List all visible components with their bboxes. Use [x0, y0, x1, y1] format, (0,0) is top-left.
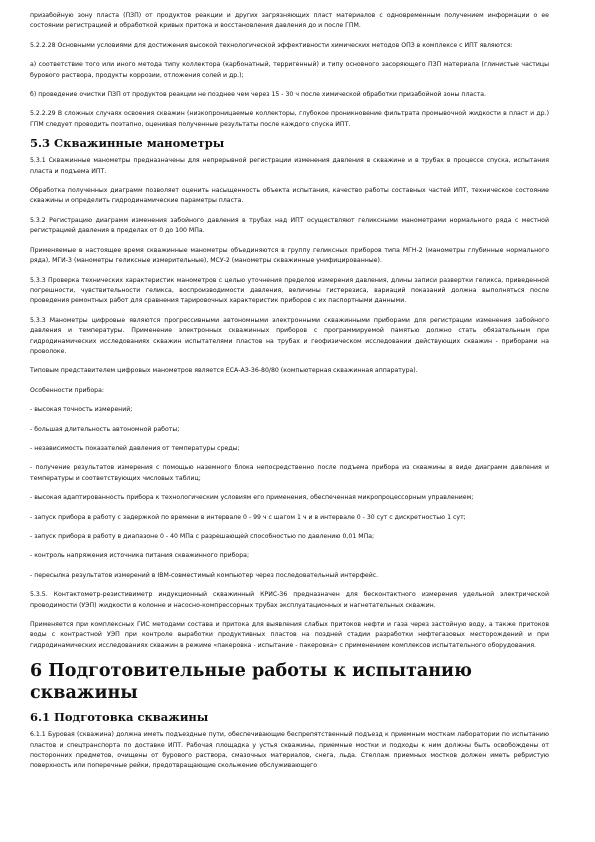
section-heading-5-3: 5.3 Скважинные манометры	[30, 136, 225, 151]
paragraph-5-3-2: 5.3.2 Регистрацию диаграмм изменения забойного давления в трубах над ИПТ осуществляют геликсными манометрами нормального ряда с местной регистрацией давления в пределах от 0 до 100 МПа.	[30, 216, 549, 235]
feature-item-pressure-range: - запуск прибора в работу в диапазоне 0 - 40 МПа с разрешающей способностью по давлению 0,01 МПа;	[30, 533, 375, 540]
feature-item-autonomy: - большая длительность автономной работы;	[30, 425, 180, 433]
list-item-b: б) проведение очистки ПЗП от продуктов реакции не позднее чем через 15 - 30 ч после химической обработки призабойной зоны пласта.	[30, 91, 486, 99]
feature-item-results: - получение результатов измерения с помощью наземного блока непосредственно после подъема прибора из скважины в виде диаграмм давления и температуры и соответствующих числовых таблиц;	[30, 464, 549, 482]
paragraph-5-2-2-28: 5.2.2.28 Основными условиями для достижения высокой технологической эффективности химических методов ОПЗ в комплексе с ИПТ являются:	[30, 41, 513, 49]
paragraph-6-1-1: 6.1.1 Буровая (скважина) должна иметь подъездные пути, обеспечивающие беспрепятственный подъезд к приемным мосткам лаборатории по испытанию пластов и спецтранспорта по доставке ИПТ. Рабочая площадка у устья скважины, приемные мостки и подходы к ним должны быть освобождены от посторонних предметов, очищены от бурового раствора, смазочных материалов, снега, льда. Стеллаж приемных мостков должен иметь ребристую поверхность или поперечные рейки, предотвращающие скольжение обслуживающего	[30, 731, 549, 770]
list-item-a: а) соответствие того или иного метода типу коллектора (карбонатный, терригенный) и типу основного засоряющего ПЗП материала (глинистые частицы бурового раствора, продукты коррозии, отложения солей и др.);	[30, 61, 549, 79]
paragraph-manometer-types: Применяемые в настоящее время скважинные манометры объединяются в группу геликсных приборов типа МГН-2 (манометры глубинные нормального ряда), МГИ-3 (манометры геликсные измерительные), МСУ-2 (манометры скважинные унифицированные).	[30, 246, 549, 265]
chapter-heading-6: 6 Подготовительные работы к испытанию скважины	[30, 661, 472, 704]
paragraph-features-title: Особенности прибора:	[30, 386, 104, 394]
paragraph-application: Применяется при комплексных ГИС методами состава и притока для выявления слабых притоков нефти и газа через застойную воду, а также притоков воды с контрастной УЭП при контроле выработки продуктивных пластов на поздней стадии разработки нефтегазовых месторождений и при гидродинамических исследованиях скважин в режиме «пакеровка - испытание - пакеровка» с применением комплексов испытательного оборудования.	[30, 621, 549, 649]
feature-item-transfer: - пересылка результатов измерений в IBM-совместимый компьютер через последовательный интерфейс.	[30, 571, 379, 579]
feature-item-delay: - запуск прибора в работу с задержкой по времени в интервале 0 - 99 ч с шагом 1 ч и в интервале 0 - 30 сут с дискретностью 1 сут;	[30, 513, 466, 521]
paragraph-diagram-processing: Обработка полученных диаграмм позволяет оценить насыщенность объекта испытания, качество работы составных частей ИПТ, техническое состояние скважины и определить гидродинамические параметры пласта.	[30, 187, 549, 205]
paragraph-5-3-3-digital: 5.3.3 Манометры цифровые являются прогрессивными автономными электронными скважинными приборами для регистрации изменения забойного давления и температуры. Применение электронных скважинных приборов с программируемой памятью должно стать обязательным при гидродинамических исследованиях скважин испытателями пластов на трубах и геофизическом исследовании действующих скважин - приборами на проволоке.	[30, 316, 549, 355]
paragraph-5-3-1: 5.3.1 Скважинные манометры предназначены для непрерывной регистрации изменения давления в скважине и в трубах в процессе спуска, испытания пласта и подъема ИПТ.	[30, 157, 549, 175]
paragraph-5-3-5: 5.3.5. Контактометр-резистивиметр индукционный скважинный КРИС-36 предназначен для бесконтактного измерения удельной электрической проводимости (УЭП) жидкости в колонне и насосно-компрессорных трубах эксплуатационных и нагнетательных скважин.	[30, 591, 549, 609]
feature-item-power-control: - контроль напряжения источника питания скважинного прибора;	[30, 552, 250, 560]
feature-item-temperature: - независимость показателей давления от температуры среды;	[30, 444, 240, 452]
section-heading-6-1: 6.1 Подготовка скважины	[30, 710, 209, 725]
paragraph-typical-device: Типовым представителем цифровых манометров является ЕСА-АЗ-36-80/80 (компьютерная скважинная аппаратура).	[30, 367, 418, 375]
paragraph-5-2-2-29: 5.2.2.29 В сложных случаях освоения скважин (низкопроницаемые коллекторы, глубокое проникновение фильтрата промывочной жидкости в пласт и др.) ГПМ следует проводить поэтапно, оценивая полученные результаты после каждого спуска ИПТ.	[30, 110, 549, 128]
feature-item-accuracy: - высокая точность измерений;	[30, 406, 133, 414]
feature-item-adaptation: - высокая адаптированность прибора к технологическим условиям его применения, обеспеченная микропроцессорным управлением;	[30, 494, 474, 502]
paragraph-intro-continuation: призабойную зону пласта (ПЗП) от продуктов реакции и других загрязняющих пласт материалов с одновременным получением информации о ее состоянии регистрацией и обработкой кривых притока и восстановления давления до и после ГПМ.	[30, 12, 549, 30]
paragraph-5-3-3-verification: 5.3.3 Проверка технических характеристик манометров с целью уточнения пределов измерения давления, длины записи развертки геликса, приведенной погрешности, чувствительности геликса, воспроизводимости давления, величины гистерезиса, вариаций показаний должна выполняться после проведения ремонтных работ для сравнения тарировочных характеристик приборов с их паспортными данными.	[30, 276, 549, 305]
